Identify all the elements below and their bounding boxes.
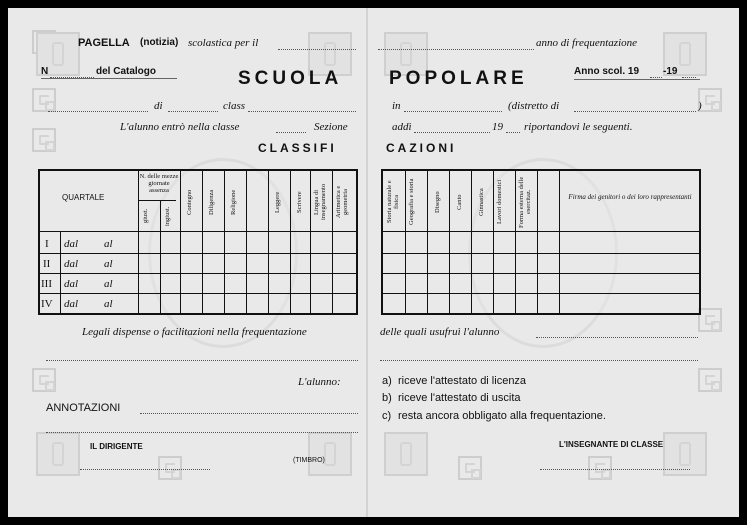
greek-key-border-bottom-1 — [158, 456, 182, 480]
subject-header: Diligenza — [208, 189, 215, 215]
addi-label: addì — [392, 121, 412, 133]
notizia-label: (notizia) — [140, 37, 179, 48]
quarter-number: IV — [41, 298, 53, 310]
insegnante-label: L'INSEGNANTE DI CLASSE — [559, 440, 664, 449]
year-line — [506, 132, 520, 133]
giust-header: giust. — [142, 208, 149, 224]
di-label: di — [154, 100, 163, 112]
option-text: riceve l'attestato di licenza — [398, 375, 527, 387]
anno-freq-label: anno di frequentazione — [536, 37, 638, 49]
quarter-number: II — [43, 258, 51, 270]
entro-label: L'alunno entrò nella classe — [120, 121, 240, 133]
grades-table-left — [38, 169, 358, 315]
option-letter: c) — [382, 410, 392, 422]
report-card-sheet — [8, 8, 739, 517]
dirigente-signature-line — [80, 469, 210, 470]
subject-header: Disegno — [434, 191, 441, 213]
entro-line — [276, 132, 306, 133]
quartale-header: QUARTALE — [62, 193, 105, 202]
subject-header: Lavori domestici — [496, 179, 503, 225]
riportandovi-label: riportandovi le seguenti. — [524, 121, 633, 133]
subject-header: Aritmetica e geometria — [335, 185, 349, 219]
distretto-line — [574, 111, 696, 112]
greek-key-border-left-3 — [32, 368, 56, 392]
subject-header: Religione — [230, 189, 237, 215]
delle-quali-line — [536, 337, 698, 338]
greek-key-border-right-3 — [698, 368, 722, 392]
sezione-label: Sezione — [314, 121, 348, 133]
quarter-al: al — [104, 278, 113, 290]
savoy-shield-emblem-bottom-center-left — [308, 432, 352, 476]
catalogo-label: del Catalogo — [96, 66, 157, 77]
legali-line — [46, 360, 358, 361]
quarter-dal: dal — [64, 238, 79, 250]
numero-label: N — [41, 66, 49, 77]
subject-header: Scrivere — [296, 191, 303, 213]
distretto-label: (distretto di — [508, 100, 560, 112]
scolastica-label: scolastica per il — [188, 37, 259, 49]
greek-key-border-bottom-2 — [458, 456, 482, 480]
distretto-close: ) — [698, 100, 702, 112]
anno-scol-label: Anno scol. 19 — [574, 66, 640, 77]
greek-key-border-left-2 — [32, 128, 56, 152]
in-line — [404, 111, 502, 112]
anno-scol-line-2 — [682, 77, 696, 78]
option-letter: b) — [382, 392, 392, 404]
quarter-al: al — [104, 238, 113, 250]
anno-freq-line — [378, 49, 534, 50]
di-pre-line — [48, 111, 148, 112]
ingiust-header: ingiust. — [164, 206, 171, 226]
annotazioni-label: ANNOTAZIONI — [46, 402, 121, 414]
quarter-dal: dal — [64, 258, 79, 270]
subject-header: Storia naturale e fisica — [386, 180, 400, 224]
popolare-title: POPOLARE — [389, 68, 528, 89]
option-text: resta ancora obbligato alla frequentazione. — [398, 410, 606, 422]
right-blank-line — [380, 360, 698, 361]
annotazioni-line-2 — [46, 432, 358, 433]
quarter-number: III — [41, 278, 52, 290]
subject-header: Geografia e storia — [408, 178, 415, 226]
quarter-al: al — [104, 258, 113, 270]
greek-key-border-left-1 — [32, 88, 56, 112]
subject-header: Contegno — [186, 189, 193, 215]
delle-quali-label: delle quali usufruì l'alunno — [380, 326, 500, 338]
assenze-header: N. delle mezze giornate assenza — [139, 173, 179, 194]
anno-scol-rule — [574, 79, 700, 80]
firma-header: Firma dei genitori o dei loro rappresentanti — [568, 193, 692, 201]
subject-header: Canto — [456, 194, 463, 210]
greek-key-border-bottom-3 — [588, 456, 612, 480]
quarter-dal: dal — [64, 278, 79, 290]
quarter-al: al — [104, 298, 113, 310]
greek-key-border-right-2 — [698, 308, 722, 332]
savoy-shield-emblem-bottom-left — [36, 432, 80, 476]
timbro-label: (TIMBRO) — [293, 457, 325, 464]
year-nineteen: 19 — [492, 121, 503, 133]
subject-header: Ginnastica — [478, 188, 485, 216]
classe-label: class — [223, 100, 245, 112]
alunno-label: L'alunno: — [298, 376, 341, 388]
annotazioni-line-1 — [140, 413, 358, 414]
in-label: in — [392, 100, 401, 112]
anno-scol-sep: -19 — [663, 66, 678, 77]
catalogo-rule — [41, 78, 177, 79]
subject-header: Lingua di insegnamento — [313, 183, 327, 221]
di-line — [168, 111, 218, 112]
quarter-dal: dal — [64, 298, 79, 310]
anno-scol-line-1 — [650, 77, 662, 78]
classe-line — [248, 111, 356, 112]
grades-table-right — [381, 169, 701, 315]
subject-header: Forma esterna delle esercitaz. — [518, 176, 532, 228]
option-letter: a) — [382, 375, 392, 387]
page-fold — [366, 8, 368, 517]
scuola-title: SCUOLA — [238, 68, 343, 89]
option-text: riceve l'attestato di uscita — [398, 392, 521, 404]
savoy-shield-emblem-bottom-center-right — [384, 432, 428, 476]
legali-label: Legali dispense o facilitazioni nella frequentazione — [82, 326, 307, 338]
cazioni-title: CAZIONI — [386, 141, 457, 155]
dirigente-label: IL DIRIGENTE — [90, 442, 143, 451]
addi-line — [414, 132, 490, 133]
subject-header: Leggere — [274, 191, 281, 213]
classifi-title: CLASSIFI — [258, 141, 337, 155]
school-name-line — [278, 49, 356, 50]
pagella-label: PAGELLA — [78, 37, 130, 49]
quarter-number: I — [45, 238, 49, 250]
insegnante-signature-line — [540, 469, 690, 470]
